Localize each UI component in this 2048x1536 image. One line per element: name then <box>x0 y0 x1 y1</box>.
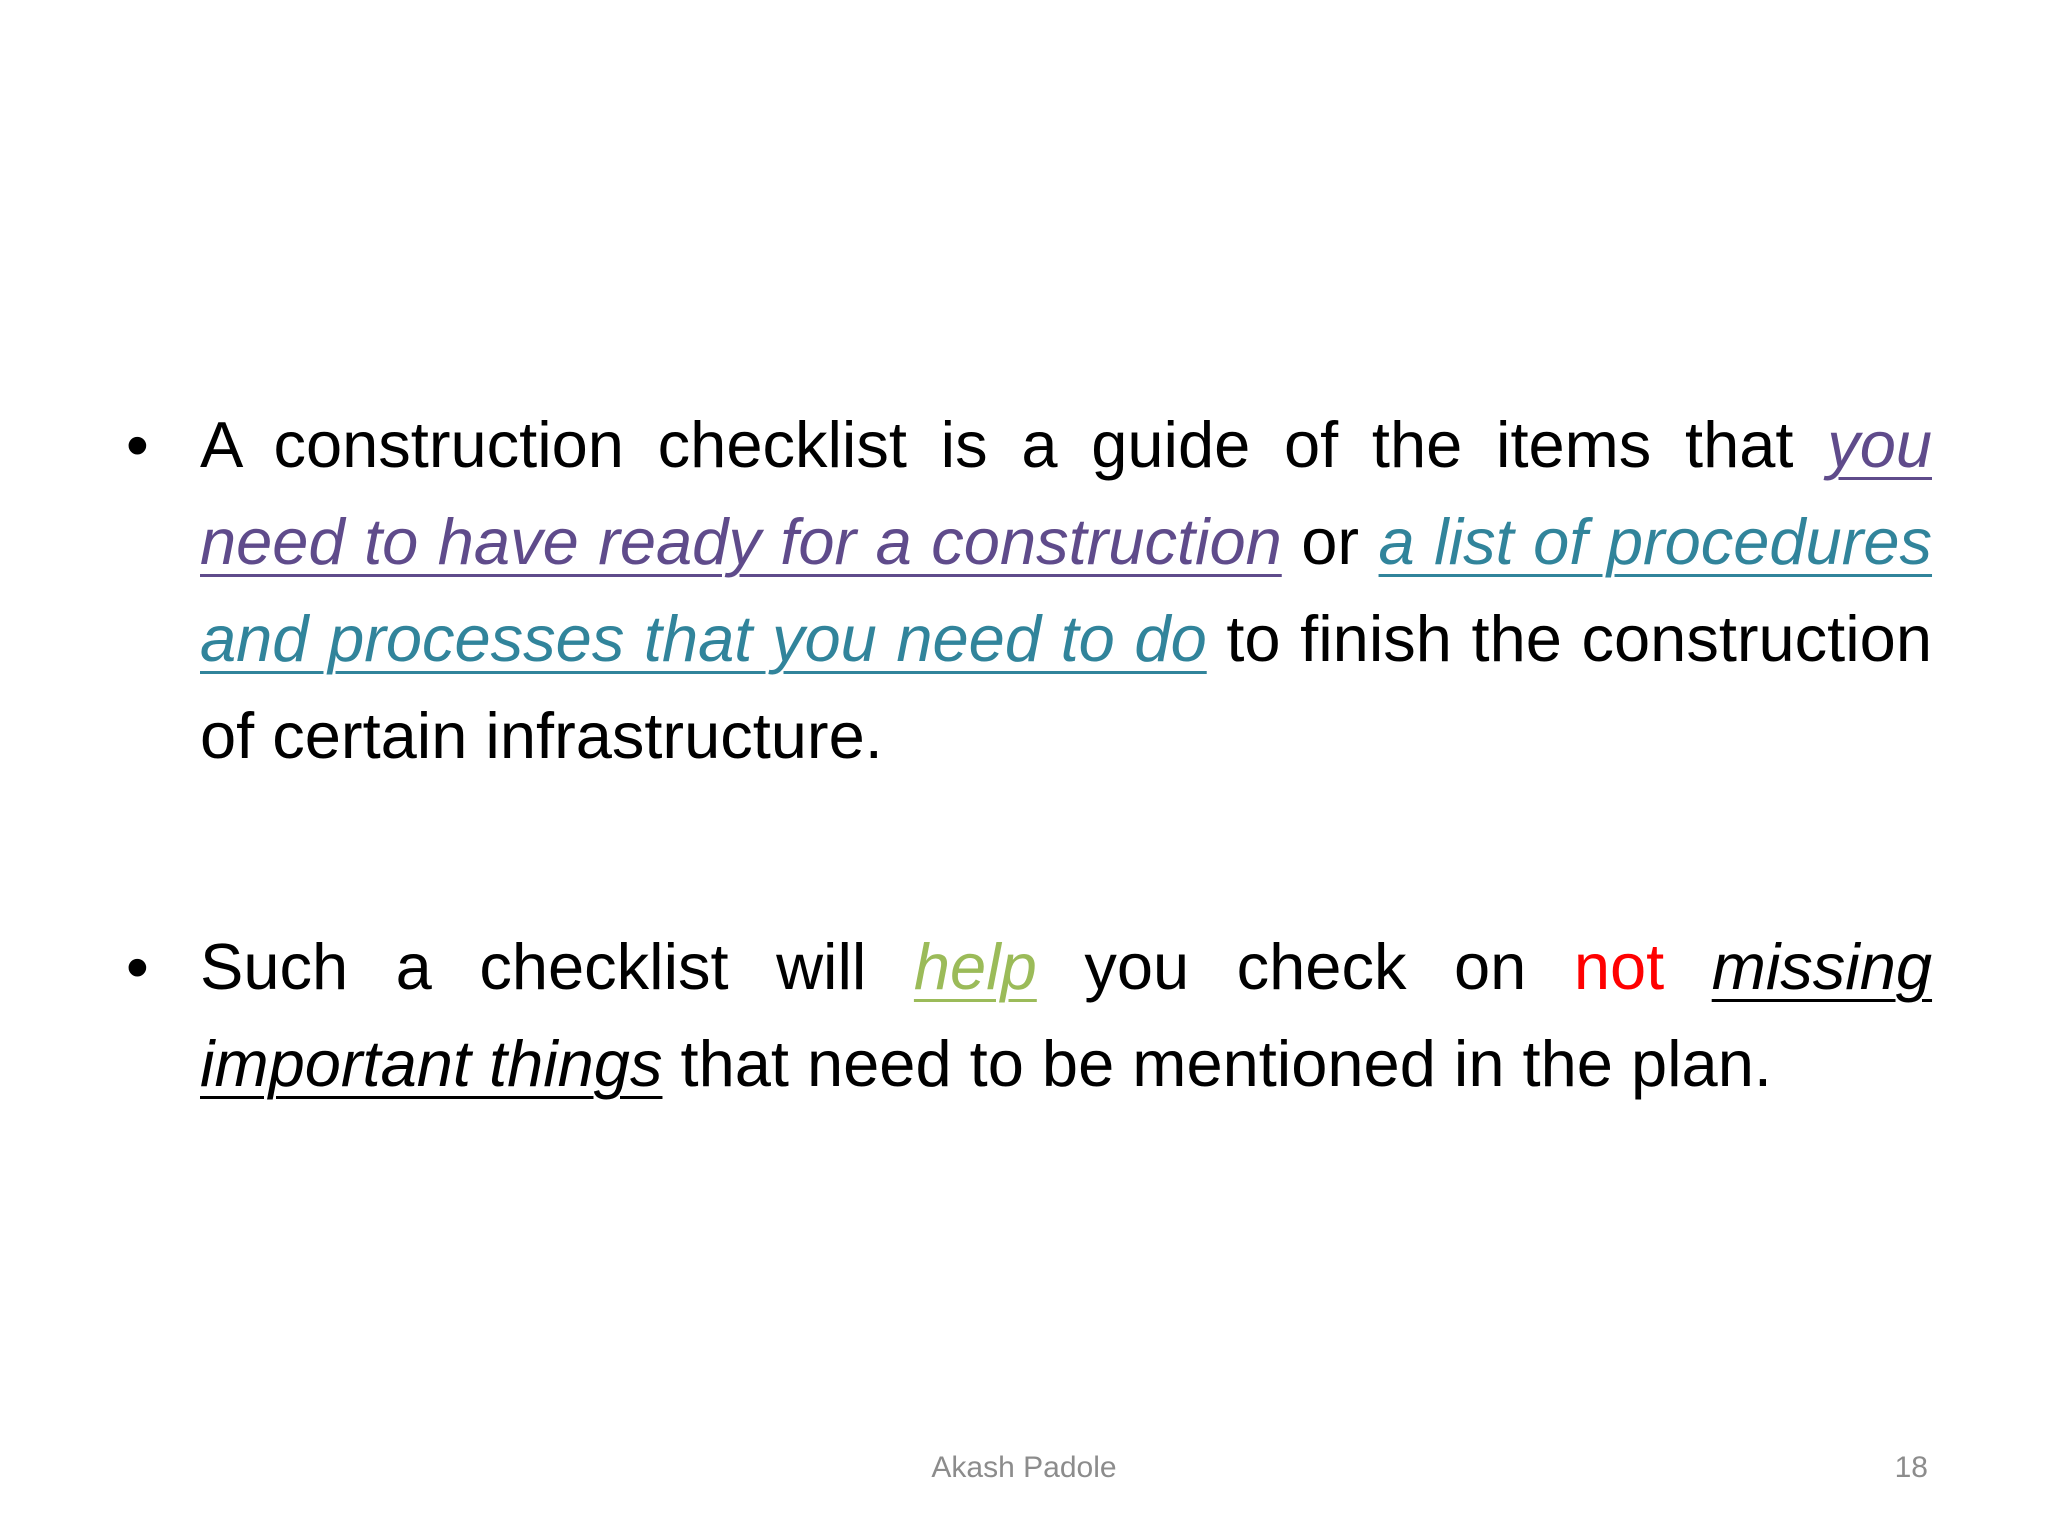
bullet2-link-help[interactable]: help <box>913 930 1037 1003</box>
bullet2-text-1: Such a checklist will <box>200 930 867 1003</box>
bullet-list <box>120 396 1932 1246</box>
bullet-item-purpose <box>120 918 1932 1112</box>
bullet-dot: • <box>126 930 149 1003</box>
bullet2-text-3: that need to be mentioned in the plan. <box>680 1027 1772 1100</box>
bullet2-text-2: you check on <box>1084 930 1527 1003</box>
bullet1-text-1: A construction checklist is a guide of the items that <box>200 408 1794 481</box>
bullet1-text-3: to finish the construction of certain infrastructure. <box>200 602 1932 772</box>
bullet1-text-2: or <box>1301 505 1360 578</box>
footer-page-number: 18 <box>1894 1451 1928 1484</box>
bullet2-emphasis-missing-things: missing important things <box>200 930 1933 1100</box>
bullet2-not-word: not <box>1573 930 1665 1003</box>
bullet-dot: • <box>126 408 149 481</box>
bullet1-link-ready-items[interactable]: you need to have ready for a construction <box>200 408 1932 578</box>
bullet1-link-procedures[interactable]: a list of procedures and processes that you need to do <box>200 505 1933 675</box>
footer-author: Akash Padole <box>931 1451 1117 1484</box>
bullet-item-definition <box>120 396 1932 784</box>
